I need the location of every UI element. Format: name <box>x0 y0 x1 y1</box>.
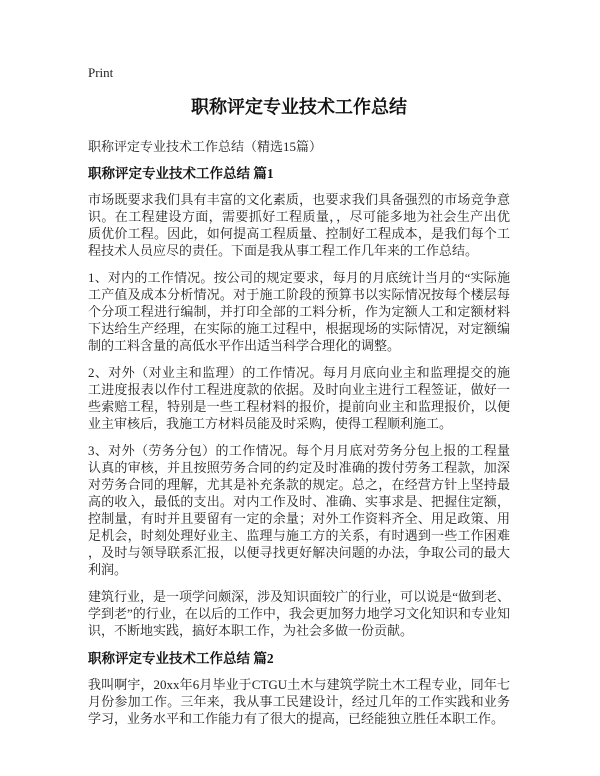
section-heading-1: 职称评定专业技术工作总结 篇1 <box>88 166 274 181</box>
paragraph: 我叫啊宇，20xx年6月毕业于CTGU土木与建筑学院土木工程专业，同年七月份参加工作。三年来，我从事工民建设计，经过几年的工作实践和业务学习，业务水平和工作能力有了很大的提高，已经能独立胜任本职工作。 <box>88 677 510 726</box>
section-heading-2: 职称评定专业技术工作总结 篇2 <box>88 651 274 666</box>
print-link[interactable]: Print <box>88 65 114 80</box>
paragraph: 1、对内的工作情况。按公司的规定要求，每月的月底统计当月的“实际施工产值及成本分析情况。对于施工阶段的预算书以实际情况按每个楼层每个分项工程进行编制，并打印全部的工料分析，作为定额人工和定额材料下达给生产经理，在实际的施工过程中，根据现场的实际情况，对定额编制的工料含量的高低水平作出适当科学合理化的调整。 <box>88 270 510 353</box>
page-title: 职称评定专业技术工作总结 <box>191 97 407 117</box>
paragraph: 市场既要求我们具有丰富的文化素质，也要求我们具备强烈的市场竞争意识。在工程建设方面，需要抓好工程质量，，尽可能多地为社会生产出优质优价工程。因此，如何提高工程质量、控制好工程成本，是我们每个工程技术人员应尽的责任。下面是我从事工程工作几年来的工作总结。 <box>88 192 510 258</box>
paragraph: 3、对外（劳务分包）的工作情况。每个月月底对劳务分包上报的工程量认真的审核，并且按照劳务合同的约定及时准确的拨付劳务工程款，加深对劳务合同的理解，尤其是补充条款的规定。总之，在经营方针上坚持最高的收入，最低的支出。对内工作及时、准确、实事求是、把握住定额，控制量，有时并且要留有一定的余量；对外工作资料齐全、用足政策、用足机会，时刻处理好业主、监理与施工方的关系，有时遇到一些工作困难，及时与领导联系汇报，以便寻找更好解决问题的办法，争取公司的最大利润。 <box>88 443 510 577</box>
paragraph: 建筑行业，是一项学问颇深，涉及知识面较广的行业，可以说是“做到老、学到老”的行业，在以后的工作中，我会更加努力地学习文化知识和专业知识，不断地实践，搞好本职工作，为社会多做一份贡献。 <box>88 589 510 638</box>
paragraph: 2、对外（对业主和监理）的工作情况。每月月底向业主和监理提交的施工进度报表以作付工程进度款的依据。及时向业主进行工程签证，做好一些索赔工程，特别是一些工程材料的报价，提前向业主和监理报价，以便业主审核后，我施工方材料员能及时采购，使得工程顺利施工。 <box>88 365 510 431</box>
doc-subtitle: 职称评定专业技术工作总结（精选15篇） <box>88 139 323 154</box>
